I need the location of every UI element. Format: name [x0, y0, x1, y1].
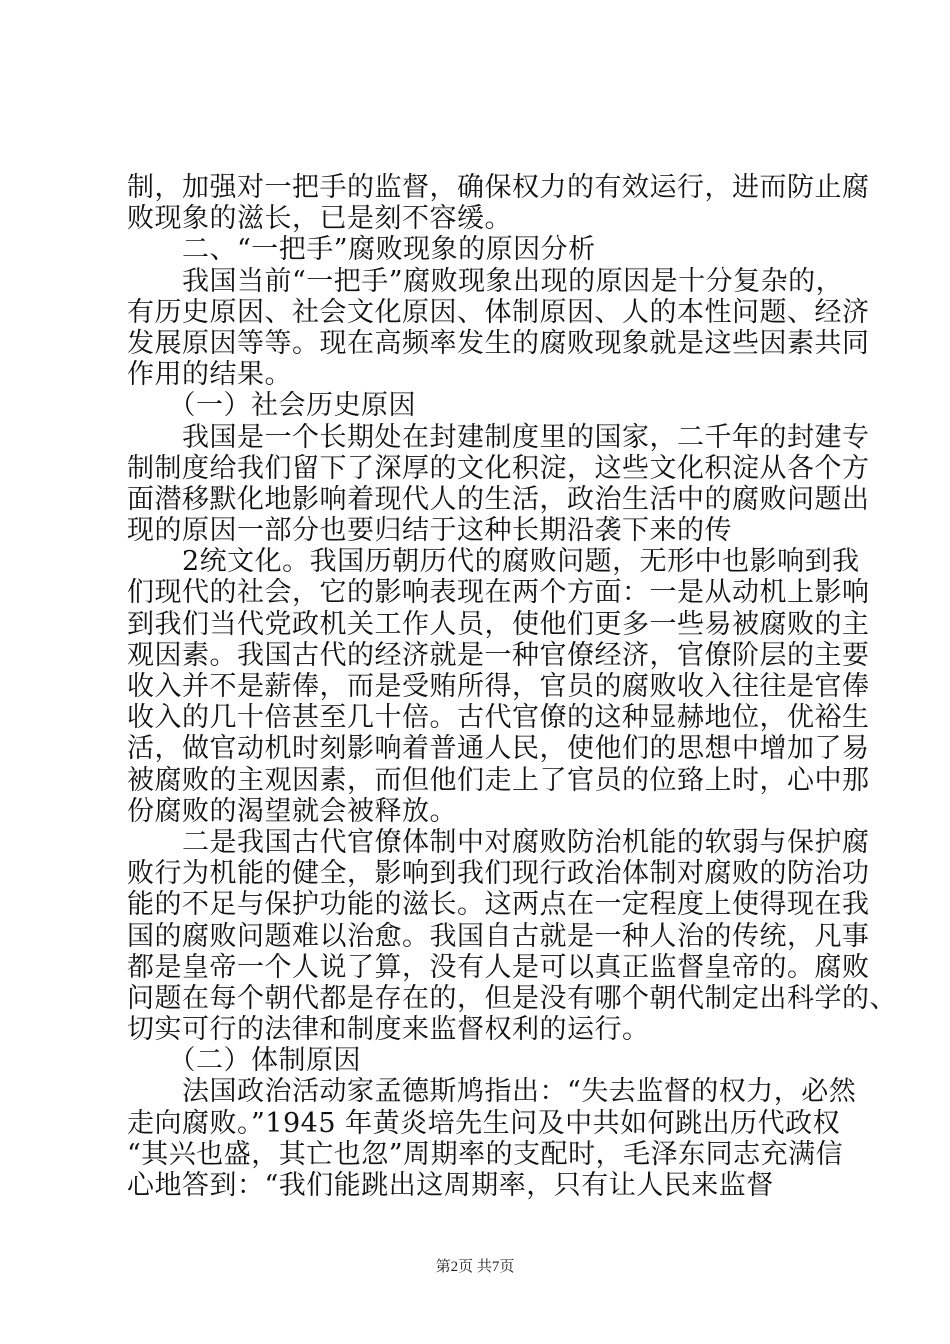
text-line: 面潜移默化地影响着现代人的生活，政治生活中的腐败问题出	[127, 483, 870, 515]
subsection-heading: （二）体制原因	[127, 1045, 361, 1077]
section-heading: 二、“一把手”腐败现象的原因分析	[127, 234, 596, 266]
text-line: 败现象的滋长，已是刻不容缓。	[127, 203, 512, 235]
subsection-heading: （一）社会历史原因	[127, 390, 416, 422]
text-line: 走向腐败。”1945 年黄炎培先生问及中共如何跳出历代政权	[127, 1107, 841, 1139]
text-line: “其兴也盛，其亡也忽”周期率的支配时，毛泽东同志充满信	[127, 1138, 844, 1170]
text-line: 作用的结果。	[127, 359, 292, 391]
page-number: 第2页 共7页	[435, 1259, 515, 1275]
text-line: 们现代的社会，它的影响表现在两个方面：一是从动机上影响	[127, 577, 870, 609]
text-line: 现的原因一部分也要归结于这种长期沿袭下来的传	[127, 515, 732, 547]
text-line: 制，加强对一把手的监督，确保权力的有效运行，进而防止腐	[127, 172, 870, 203]
text-line: 心地答到：“我们能跳出这周期率，只有让人民来监督	[127, 1170, 774, 1201]
text-line: 二是我国古代官僚体制中对腐败防治机能的软弱与保护腐	[127, 826, 870, 858]
text-line: 能的不足与保护功能的滋长。这两点在一定程度上使得现在我	[127, 889, 870, 921]
text-line: 国的腐败问题难以治愈。我国自古就是一种人治的传统，凡事	[127, 920, 870, 952]
text-line: 败行为机能的健全，影响到我们现行政治体制对腐败的防治功	[127, 858, 870, 890]
text-line: 切实可行的法律和制度来监督权利的运行。	[127, 1014, 650, 1046]
text-line: 制制度给我们留下了深厚的文化积淀，这些文化积淀从各个方	[127, 452, 870, 484]
page-footer	[0, 1255, 950, 1276]
text-line: 活，做官动机时刻影响着普通人民，使他们的思想中增加了易	[127, 733, 870, 765]
text-line: 到我们当代党政机关工作人员，使他们更多一些易被腐败的主	[127, 608, 870, 640]
text-line: 发展原因等等。现在高频率发生的腐败现象就是这些因素共同	[127, 327, 870, 359]
text-line: 收入并不是薪俸，而是受贿所得，官员的腐败收入往往是官俸	[127, 671, 870, 702]
text-line: 有历史原因、社会文化原因、体制原因、人的本性问题、经济	[127, 296, 870, 328]
text-line: 法国政治活动家孟德斯鸠指出：“失去监督的权力，必然	[127, 1076, 857, 1108]
text-line: 我国当前“一把手”腐败现象出现的原因是十分复杂的，	[127, 265, 844, 297]
text-line: 都是皇帝一个人说了算，没有人是可以真正监督皇帝的。腐败	[127, 951, 870, 983]
text-line: 收入的几十倍甚至几十倍。古代官僚的这种显赫地位，优裕生	[127, 702, 870, 734]
document-body	[127, 172, 897, 1201]
text-line: 问题在每个朝代都是存在的，但是没有哪个朝代制定出科学的、	[127, 982, 897, 1014]
text-line: 份腐败的渴望就会被释放。	[127, 795, 457, 827]
text-line: 2统文化。我国历朝历代的腐败问题，无形中也影响到我	[127, 546, 860, 578]
text-line: 我国是一个长期处在封建制度里的国家，二千年的封建专	[127, 421, 870, 453]
text-line: 被腐败的主观因素，而但他们走上了官员的位臵上时，心中那	[127, 764, 870, 796]
text-line: 观因素。我国古代的经济就是一种官僚经济，官僚阶层的主要	[127, 639, 870, 671]
